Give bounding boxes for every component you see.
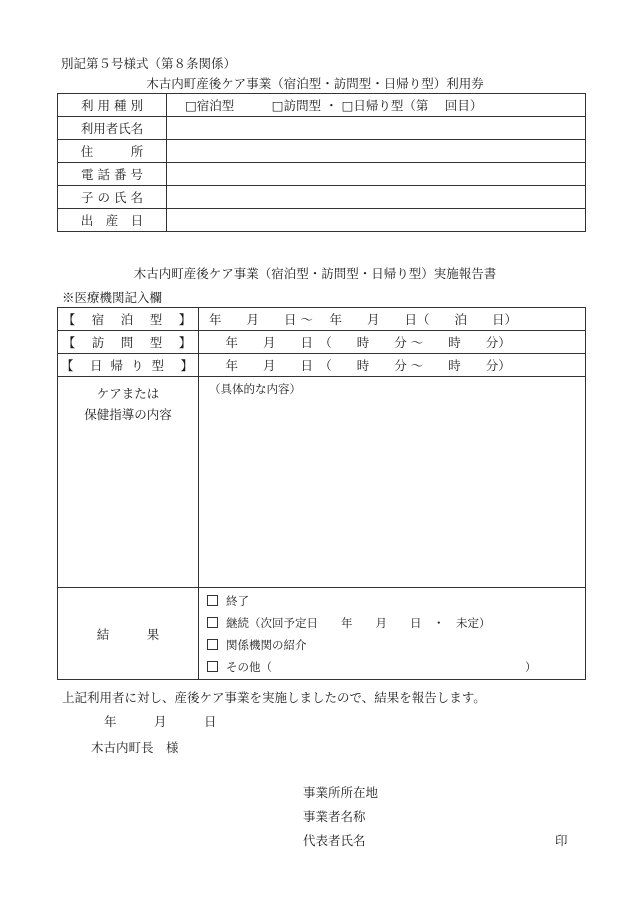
medical-institution-note: ※医療機関記入欄 (62, 290, 163, 305)
checkbox-icon[interactable] (207, 617, 218, 628)
care-label-line2: 保健指導の内容 (84, 407, 172, 422)
table-row (58, 94, 586, 117)
child-name-label: 子 の 氏 名 (58, 186, 167, 209)
overnight-type-label: 【 宿 泊 型 】 (58, 308, 199, 331)
table-row (58, 117, 586, 140)
birth-date-label: 出 産 日 (58, 209, 167, 232)
birth-date-field[interactable] (167, 209, 586, 232)
table-row (58, 140, 586, 163)
daytrip-date-field[interactable]: 年 月 日 （ 時 分 〜 時 分） (199, 354, 586, 377)
report-title: 木古内町産後ケア事業（宿泊型・訪問型・日帰り型）実施報告書 (133, 266, 497, 281)
checkbox-icon[interactable] (207, 595, 218, 606)
result-option-other[interactable]: その他（ ） (207, 656, 585, 678)
result-label: 結 果 (58, 588, 199, 680)
result-options (199, 588, 586, 680)
table-row (58, 308, 586, 331)
representative-label: 代表者氏名 (303, 833, 366, 848)
user-name-label: 利用者氏名 (58, 117, 167, 140)
user-name-field[interactable] (167, 117, 586, 140)
usage-voucher-title: 木古内町産後ケア事業（宿泊型・訪問型・日帰り型）利用券 (146, 76, 484, 91)
office-address-label: 事業所所在地 (303, 785, 379, 800)
implementation-report-table (57, 307, 586, 680)
address-label: 住 所 (58, 140, 167, 163)
report-statement: 上記利用者に対し、産後ケア事業を実施しましたので、結果を報告します。 (62, 690, 486, 705)
table-row (58, 377, 586, 588)
table-row (58, 588, 586, 680)
address-field[interactable] (167, 140, 586, 163)
care-content-placeholder: （具体的な内容） (209, 382, 301, 396)
visit-type-label: 【 訪 問 型 】 (58, 331, 199, 354)
report-date[interactable]: 年 月 日 (104, 714, 217, 729)
care-content-field[interactable] (199, 377, 586, 588)
result-option-referral[interactable]: 関係機関の紹介 (207, 634, 585, 656)
seal-mark: 印 (555, 833, 568, 848)
care-content-label (58, 377, 199, 588)
addressee: 木古内町長 様 (91, 740, 179, 755)
table-row (58, 209, 586, 232)
daytrip-type-label: 【 日 帰 り 型 】 (58, 354, 199, 377)
table-row (58, 163, 586, 186)
business-name-label: 事業者名称 (303, 809, 366, 824)
care-label-line1: ケアまたは (96, 386, 160, 401)
usage-voucher-table (57, 93, 586, 232)
table-row (58, 186, 586, 209)
checkbox-icon[interactable] (207, 661, 218, 672)
table-row (58, 331, 586, 354)
usage-type-label: 利 用 種 別 (58, 94, 167, 117)
usage-type-field[interactable]: □宿泊型 □訪問型 ・ □日帰り型（第 回目） (167, 94, 586, 117)
result-option-finished[interactable]: 終了 (207, 590, 585, 612)
phone-label: 電 話 番 号 (58, 163, 167, 186)
form-number: 別記第５号様式（第８条関係） (61, 56, 237, 71)
visit-date-field[interactable]: 年 月 日 （ 時 分 〜 時 分） (199, 331, 586, 354)
table-row (58, 354, 586, 377)
checkbox-icon[interactable] (207, 639, 218, 650)
phone-field[interactable] (167, 163, 586, 186)
overnight-date-field[interactable]: 年 月 日 〜 年 月 日（ 泊 日） (199, 308, 586, 331)
result-option-continue[interactable]: 継続（次回予定日 年 月 日 ・ 未定） (207, 612, 585, 634)
child-name-field[interactable] (167, 186, 586, 209)
